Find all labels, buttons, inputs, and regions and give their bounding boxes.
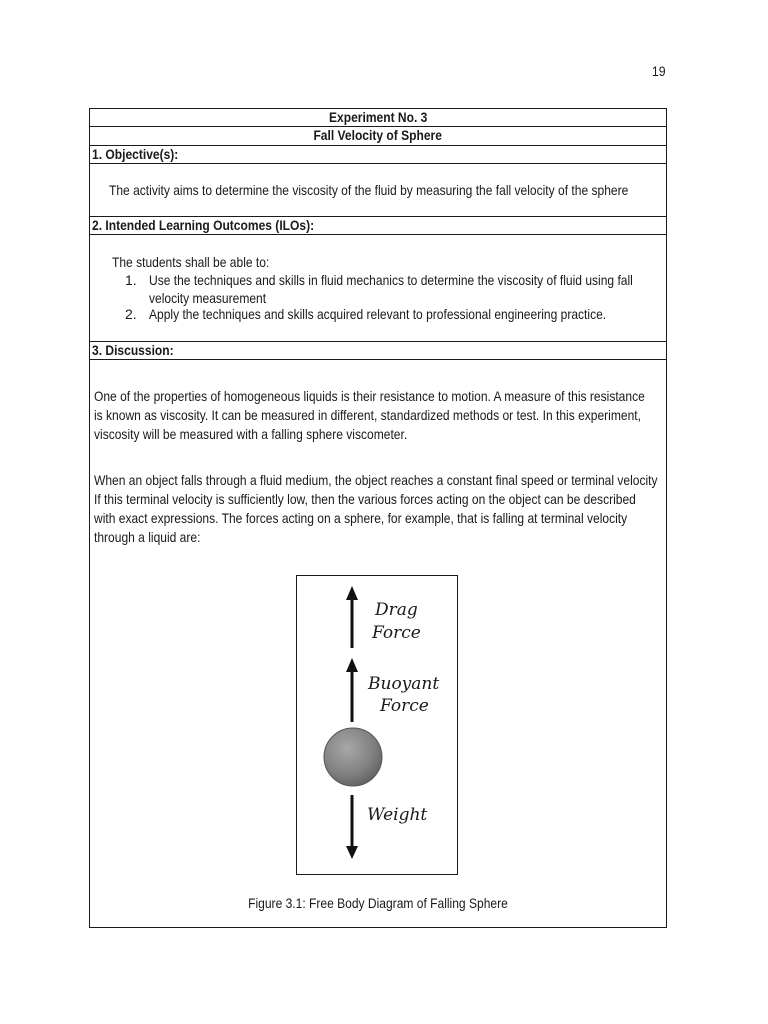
- discussion-paragraph-1: [94, 387, 734, 444]
- ilo-item-2-text: Apply the techniques and skills acquired relevant to professional engineering practice.: [149, 306, 607, 322]
- experiment-subtitle-row: [90, 127, 666, 146]
- discussion-heading-row: [90, 341, 666, 360]
- objective-heading: 1. Objective(s):: [92, 146, 179, 162]
- ilo-item-2-number: 2.: [125, 306, 137, 322]
- ilo-item-1-number: 1.: [125, 272, 137, 288]
- weight-label: Weight: [367, 805, 428, 825]
- ilo-heading-row: [90, 216, 666, 235]
- discussion-paragraph-2: [94, 471, 749, 547]
- drag-label-line2: Force: [372, 623, 421, 643]
- discussion-p2-line: When an object falls through a fluid medium, the object reaches a constant final speed or terminal velocity: [94, 472, 658, 488]
- buoyant-label-line2: Force: [380, 696, 429, 716]
- ilo-item-2: [125, 305, 665, 325]
- experiment-title-row: [90, 109, 666, 127]
- ilo-item-1-line2: velocity measurement: [149, 290, 267, 306]
- buoyant-force-arrow: [346, 658, 358, 722]
- page-number: 19: [652, 63, 666, 79]
- figure-caption: Figure 3.1: Free Body Diagram of Falling Sphere: [248, 895, 508, 911]
- experiment-sheet: [89, 108, 667, 928]
- discussion-p1-line: is known as viscosity. It can be measured in different, standardized methods or test. In this experiment,: [94, 407, 641, 423]
- discussion-p1-line: viscosity will be measured with a falling sphere viscometer.: [94, 426, 408, 442]
- objective-heading-row: [90, 146, 666, 164]
- discussion-heading: 3. Discussion:: [92, 342, 174, 358]
- discussion-p1-line: One of the properties of homogeneous liquids is their resistance to motion. A measure of this resistance: [94, 388, 645, 404]
- free-body-diagram: [296, 575, 458, 875]
- drag-label-line1: Drag: [375, 600, 418, 620]
- weight-arrow: [346, 795, 358, 859]
- drag-force-arrow: [346, 586, 358, 648]
- sphere: [324, 728, 382, 786]
- ilo-intro: The students shall be able to:: [112, 254, 270, 270]
- discussion-p2-line: with exact expressions. The forces acting on a sphere, for example, that is falling at terminal velocity: [94, 510, 628, 526]
- experiment-subtitle: Fall Velocity of Sphere: [313, 127, 443, 143]
- discussion-p2-line: If this terminal velocity is sufficiently low, then the various forces acting on the object can be described: [94, 491, 636, 507]
- buoyant-label-line1: Buoyant: [368, 674, 440, 694]
- ilo-item-1-line1: Use the techniques and skills in fluid mechanics to determine the viscosity of fluid using fall: [149, 272, 633, 288]
- ilo-heading: 2. Intended Learning Outcomes (ILOs):: [92, 217, 315, 233]
- objective-text: The activity aims to determine the viscosity of the fluid by measuring the fall velocity of the sphere: [109, 182, 629, 198]
- experiment-title: Experiment No. 3: [328, 109, 428, 125]
- discussion-p2-line: through a liquid are:: [94, 529, 201, 545]
